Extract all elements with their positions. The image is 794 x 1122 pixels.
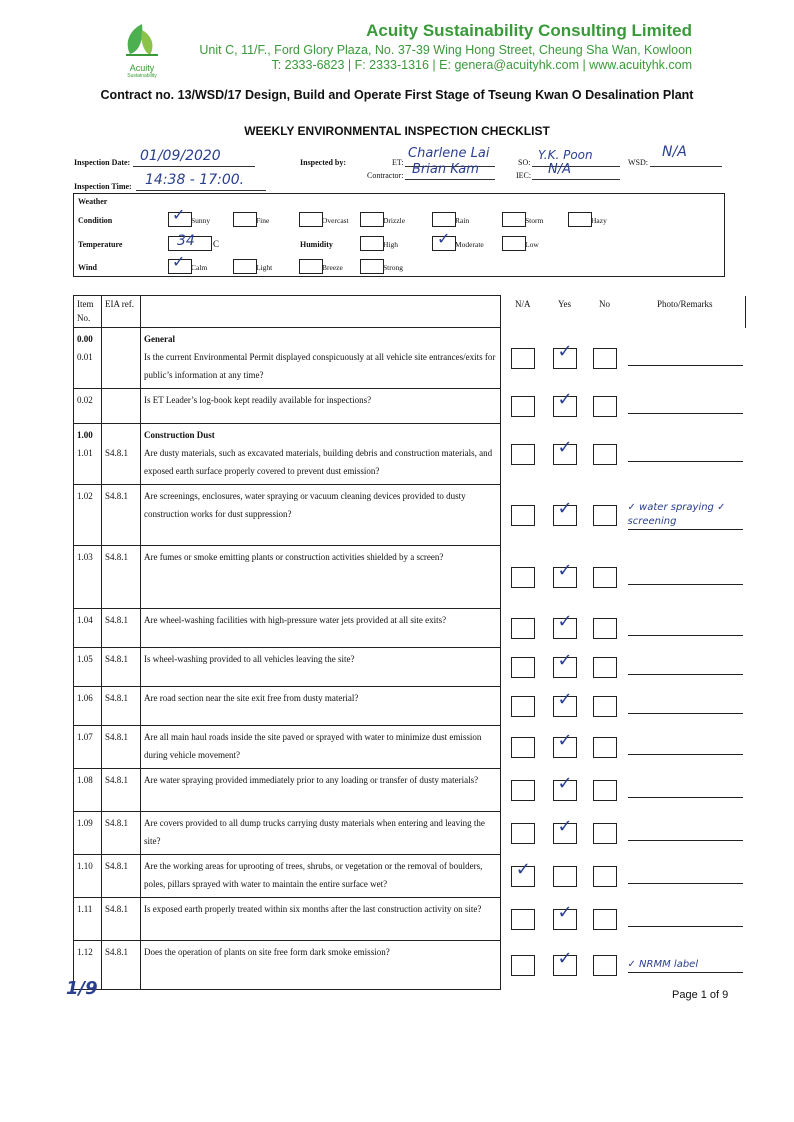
item-description-text: Are water spraying provided immediately prior to any loading or transfer of dusty materials? (144, 775, 479, 785)
section-number: 0.00 (77, 334, 93, 344)
checkbox-na[interactable] (511, 505, 535, 526)
cell-no (585, 941, 625, 990)
item-number (74, 609, 102, 648)
checkbox-yes[interactable] (553, 559, 577, 588)
item-description-text: Are fumes or smoke emitting plants or construction activities shielded by a screen? (144, 552, 444, 562)
humidity-moderate-checkbox[interactable]: ✓ (432, 236, 456, 251)
cell-no (585, 485, 625, 546)
item-number (74, 726, 102, 769)
remarks-cell (625, 648, 746, 687)
table-row (74, 898, 746, 941)
remark-line (628, 529, 743, 530)
condition-fine-checkbox[interactable] (233, 212, 257, 227)
company-contact: T: 2333-6823 | F: 2333-1316 | E: genera@acuityhk.com | www.acuityhk.com (271, 58, 692, 72)
checkbox-na[interactable] (511, 348, 535, 369)
condition-drizzle-checkbox[interactable] (360, 212, 384, 227)
humidity-low-checkbox[interactable] (502, 236, 526, 251)
eia-ref (102, 609, 141, 648)
logo-text: Acuity (129, 63, 155, 73)
table-row (74, 769, 746, 812)
iec-field (532, 167, 620, 180)
condition-storm-checkbox[interactable] (502, 212, 526, 227)
section-number: 1.00 (77, 430, 93, 440)
cell-yes (545, 424, 585, 485)
cell-no (585, 328, 625, 389)
checkbox-na[interactable] (511, 737, 535, 758)
section-title: Construction Dust (144, 430, 215, 440)
item-description (141, 687, 501, 726)
item-number-text: 1.04 (77, 615, 93, 625)
item-number (74, 898, 102, 941)
item-number (74, 424, 102, 485)
check-mark-icon: ✓ (557, 815, 573, 837)
checklist-title: WEEKLY ENVIRONMENTAL INSPECTION CHECKLIST (244, 124, 550, 138)
item-description (141, 726, 501, 769)
checkbox-no[interactable] (593, 348, 617, 369)
table-row (74, 485, 746, 546)
cell-yes (545, 726, 585, 769)
condition-overcast-label: Overcast (322, 216, 349, 225)
cell-no (585, 609, 625, 648)
checkbox-no[interactable] (593, 567, 617, 588)
inspection-time-value: 14:38 - 17:00. (145, 172, 245, 188)
checkbox-no[interactable] (593, 909, 617, 930)
cell-no (585, 726, 625, 769)
table-row (74, 941, 746, 990)
check-mark-icon: ✓ (557, 610, 573, 632)
company-name: Acuity Sustainability Consulting Limited (366, 21, 692, 40)
condition-hazy-checkbox[interactable] (568, 212, 592, 227)
wind-calm-checkbox[interactable]: ✓ (168, 259, 192, 274)
remark-line[interactable] (628, 883, 743, 884)
cell-no (585, 389, 625, 424)
cell-no (585, 769, 625, 812)
cell-yes (545, 389, 585, 424)
condition-rain-checkbox[interactable] (432, 212, 456, 227)
cell-no (585, 648, 625, 687)
cell-no (585, 855, 625, 898)
eia-ref-text: S4.8.1 (105, 448, 129, 458)
table-row (74, 812, 746, 855)
remarks-cell (625, 898, 746, 941)
remarks-cell (625, 941, 746, 990)
wind-strong-checkbox[interactable] (360, 259, 384, 274)
item-description (141, 609, 501, 648)
check-mark-icon: ✓ (557, 340, 573, 362)
table-row (74, 424, 746, 485)
item-number (74, 648, 102, 687)
remark-line[interactable] (628, 754, 743, 755)
item-number (74, 328, 102, 389)
wind-label: Wind (78, 263, 97, 272)
remarks-cell (625, 485, 746, 546)
item-description (141, 328, 501, 389)
cell-na (501, 898, 545, 941)
remark-line (628, 972, 743, 973)
inspection-time-label: Inspection Time: (74, 182, 132, 191)
eia-ref-text: S4.8.1 (105, 654, 129, 664)
remarks-cell (625, 424, 746, 485)
item-description-text: Is ET Leader’s log-book kept readily available for inspections? (144, 395, 372, 405)
header-yes: Yes (557, 298, 572, 309)
checkbox-yes[interactable] (553, 729, 577, 758)
checkbox-yes[interactable] (553, 688, 577, 717)
item-description (141, 855, 501, 898)
item-description (141, 941, 501, 990)
condition-sunny-label: Sunny (191, 216, 211, 225)
checkbox-yes[interactable] (553, 815, 577, 844)
wind-breeze-label: Breeze (322, 263, 343, 272)
remarks-cell (625, 546, 746, 609)
cell-yes (545, 328, 585, 389)
item-description (141, 546, 501, 609)
wind-strong-label: Strong (383, 263, 404, 272)
remark-text: ✓ NRMM label (627, 958, 699, 970)
eia-ref (102, 424, 141, 485)
wsd-value: N/A (662, 144, 687, 160)
eia-ref-text: S4.8.1 (105, 693, 129, 703)
item-number-text: 1.11 (77, 904, 93, 914)
cell-na (501, 726, 545, 769)
condition-hazy-label: Hazy (591, 216, 607, 225)
item-description (141, 424, 501, 485)
eia-ref (102, 769, 141, 812)
remark-line[interactable] (628, 840, 743, 841)
check-mark-icon: ✓ (557, 497, 573, 519)
temperature-value: 34 (177, 233, 195, 249)
eia-ref-text: S4.8.1 (105, 904, 129, 914)
eia-ref-text: S4.8.1 (105, 552, 129, 562)
cell-no (585, 898, 625, 941)
table-row (74, 687, 746, 726)
eia-ref-text: S4.8.1 (105, 732, 129, 742)
checkbox-no[interactable] (593, 618, 617, 639)
item-number-text: 1.03 (77, 552, 93, 562)
wsd-label: WSD: (628, 158, 648, 167)
item-number-text: 1.09 (77, 818, 93, 828)
check-mark-icon: ✓ (557, 947, 573, 969)
checkbox-no[interactable] (593, 823, 617, 844)
header-no: No (599, 298, 610, 309)
header-eia-ref: EIA ref. (102, 296, 141, 328)
eia-ref-text: S4.8.1 (105, 818, 129, 828)
remarks-cell (625, 609, 746, 648)
checkbox-na[interactable] (511, 696, 535, 717)
eia-ref (102, 898, 141, 941)
contractor-label: Contractor: (367, 171, 404, 180)
condition-storm-label: Storm (525, 216, 544, 225)
checkbox-no[interactable] (593, 780, 617, 801)
checkbox-yes[interactable] (553, 497, 577, 526)
table-row (74, 855, 746, 898)
checkbox-no[interactable] (593, 657, 617, 678)
et-label: ET: (392, 158, 404, 167)
table-row (74, 389, 746, 424)
item-number-text: 1.08 (77, 775, 93, 785)
item-number-text: 1.07 (77, 732, 93, 742)
so-value: Y.K. Poon (538, 148, 593, 162)
cell-na (501, 424, 545, 485)
eia-ref-text: S4.8.1 (105, 615, 129, 625)
cell-no (585, 424, 625, 485)
et-value: Charlene Lai (408, 146, 490, 161)
remarks-cell (625, 328, 746, 389)
cell-no (585, 812, 625, 855)
item-number (74, 389, 102, 424)
eia-ref-text: S4.8.1 (105, 491, 129, 501)
table-row (74, 726, 746, 769)
eia-ref (102, 726, 141, 769)
remark-line[interactable] (628, 461, 743, 462)
eia-ref (102, 328, 141, 389)
item-description (141, 898, 501, 941)
check-mark-icon: ✓ (557, 388, 573, 410)
condition-sunny-checkbox[interactable]: ✓ (168, 212, 192, 227)
condition-drizzle-label: Drizzle (383, 216, 406, 225)
checklist-table (73, 295, 746, 990)
checkbox-yes[interactable] (553, 866, 577, 887)
item-description (141, 485, 501, 546)
remarks-cell (625, 769, 746, 812)
logo-subtext: Sustainability (127, 73, 157, 79)
remark-line[interactable] (628, 365, 743, 366)
checkbox-yes[interactable] (553, 947, 577, 976)
eia-ref (102, 648, 141, 687)
remark-line[interactable] (628, 713, 743, 714)
check-mark-icon: ✓ (557, 649, 573, 671)
remarks-cell (625, 389, 746, 424)
condition-fine-label: Fine (256, 216, 270, 225)
page-number: Page 1 of 9 (672, 989, 729, 1001)
condition-rain-label: Rain (455, 216, 470, 225)
inspection-date-label: Inspection Date: (74, 158, 131, 167)
cell-na (501, 941, 545, 990)
item-number-text: 1.01 (77, 448, 93, 458)
check-mark-icon: ✓ (557, 729, 573, 751)
wind-calm-label: Calm (191, 263, 208, 272)
so-label: SO: (518, 158, 531, 167)
table-row (74, 546, 746, 609)
checkbox-na[interactable] (511, 780, 535, 801)
eia-ref (102, 546, 141, 609)
item-number-text: 0.01 (77, 352, 93, 362)
cell-yes (545, 648, 585, 687)
humidity-high-label: High (383, 240, 398, 249)
cell-na (501, 546, 545, 609)
iec-label: IEC: (516, 171, 532, 180)
item-description-text: Are the working areas for uprooting of trees, shrubs, or vegetation or the removal of boulders, poles, pillars sprayed with water to maintain the entire surface wet? (144, 861, 483, 889)
checkbox-no[interactable] (593, 737, 617, 758)
cell-na (501, 855, 545, 898)
temperature-label: Temperature (78, 240, 123, 249)
cell-na (501, 648, 545, 687)
check-mark-icon: ✓ (557, 436, 573, 458)
item-number (74, 687, 102, 726)
cell-yes (545, 687, 585, 726)
checkbox-yes[interactable] (553, 901, 577, 930)
item-number (74, 485, 102, 546)
checkbox-na[interactable] (511, 858, 535, 887)
cell-yes (545, 855, 585, 898)
cell-yes (545, 485, 585, 546)
checkbox-yes[interactable] (553, 388, 577, 417)
iec-value: N/A (548, 162, 571, 177)
temperature-field[interactable] (168, 233, 212, 251)
inspected-by-label: Inspected by: (300, 158, 347, 167)
cell-na (501, 485, 545, 546)
item-number (74, 546, 102, 609)
wind-light-label: Light (256, 263, 273, 272)
checkbox-yes[interactable] (553, 436, 577, 465)
weather-label: Weather (78, 197, 108, 206)
checkbox-na[interactable] (511, 567, 535, 588)
cell-yes (545, 941, 585, 990)
eia-ref (102, 687, 141, 726)
remark-line[interactable] (628, 797, 743, 798)
cell-yes (545, 609, 585, 648)
cell-no (585, 546, 625, 609)
check-mark-icon: ✓ (557, 559, 573, 581)
checkbox-na[interactable] (511, 909, 535, 930)
header-description (141, 296, 501, 328)
checkbox-yes[interactable] (553, 340, 577, 369)
remarks-cell (625, 687, 746, 726)
cell-yes (545, 769, 585, 812)
remark-line[interactable] (628, 674, 743, 675)
item-description-text: Is exposed earth properly treated within six months after the last construction activity on site? (144, 904, 482, 914)
checkbox-yes[interactable] (553, 772, 577, 801)
header-remarks: Photo/Remarks (625, 296, 746, 328)
wind-light-checkbox[interactable] (233, 259, 257, 274)
checkbox-na[interactable] (511, 618, 535, 639)
item-number (74, 855, 102, 898)
item-description-text: Are road section near the site exit free from dusty material? (144, 693, 359, 703)
condition-label: Condition (78, 216, 113, 225)
table-row (74, 648, 746, 687)
item-description-text: Are dusty materials, such as excavated materials, building debris and construction materials, and exposed earth surface properly covered to prevent dust emission? (144, 448, 493, 476)
temperature-unit: C (213, 239, 220, 249)
humidity-high-checkbox[interactable] (360, 236, 384, 251)
header-item-no: Item No. (74, 296, 102, 328)
cell-yes (545, 546, 585, 609)
checkbox-no[interactable] (593, 505, 617, 526)
eia-ref (102, 812, 141, 855)
cell-no (585, 687, 625, 726)
company-address: Unit C, 11/F., Ford Glory Plaza, No. 37-39 Wing Hong Street, Cheung Sha Wan, Kowloon (199, 43, 692, 57)
checkbox-na[interactable] (511, 444, 535, 465)
remark-line[interactable] (628, 413, 743, 414)
item-description-text: Are covers provided to all dump trucks carrying dusty materials when entering and leaving the site? (144, 818, 485, 846)
checkbox-yes[interactable] (553, 649, 577, 678)
wind-breeze-checkbox[interactable] (299, 259, 323, 274)
item-description-text: Are all main haul roads inside the site paved or sprayed with water to minimize dust emission during vehicle movement? (144, 732, 482, 760)
item-description-text: Are wheel-washing facilities with high-pressure water jets provided at all site exits? (144, 615, 447, 625)
item-number (74, 812, 102, 855)
table-row (74, 328, 746, 389)
item-number-text: 1.02 (77, 491, 93, 501)
contractor-value: Brian Kam (412, 162, 479, 177)
item-description-text: Is the current Environmental Permit displayed conspicuously at all vehicle site entrances/exits for public’s information at any time? (144, 352, 496, 380)
cell-na (501, 769, 545, 812)
check-mark-icon: ✓ (557, 901, 573, 923)
cell-na (501, 609, 545, 648)
eia-ref-text: S4.8.1 (105, 775, 129, 785)
remarks-cell (625, 812, 746, 855)
condition-overcast-checkbox[interactable] (299, 212, 323, 227)
remark-line[interactable] (628, 635, 743, 636)
checkbox-na[interactable] (511, 657, 535, 678)
eia-ref (102, 855, 141, 898)
remark-line[interactable] (628, 926, 743, 927)
remarks-cell (625, 726, 746, 769)
checkbox-no[interactable] (593, 696, 617, 717)
item-number-text: 1.12 (77, 947, 93, 957)
checkbox-no[interactable] (593, 444, 617, 465)
checkbox-na[interactable] (511, 823, 535, 844)
eia-ref-text: S4.8.1 (105, 861, 129, 871)
checkbox-no[interactable] (593, 396, 617, 417)
item-number (74, 769, 102, 812)
item-description-text: Is wheel-washing provided to all vehicles leaving the site? (144, 654, 355, 664)
eia-ref-text: S4.8.1 (105, 947, 129, 957)
item-description (141, 769, 501, 812)
humidity-label: Humidity (300, 240, 333, 249)
checkbox-na[interactable] (511, 396, 535, 417)
item-number-text: 1.06 (77, 693, 93, 703)
checkbox-no[interactable] (593, 866, 617, 887)
item-number-text: 1.05 (77, 654, 93, 664)
remarks-cell (625, 855, 746, 898)
remark-text: ✓ water spraying ✓ screening (627, 501, 726, 527)
contract-title: Contract no. 13/WSD/17 Design, Build and Operate First Stage of Tseung Kwan O Desalination Plant (100, 88, 694, 102)
cell-yes (545, 812, 585, 855)
handwritten-page-number: 1/9 (66, 978, 98, 999)
item-description (141, 648, 501, 687)
cell-na (501, 687, 545, 726)
item-description-text: Does the operation of plants on site free form dark smoke emission? (144, 947, 390, 957)
cell-na (501, 812, 545, 855)
section-title: General (144, 334, 175, 344)
item-description (141, 812, 501, 855)
humidity-low-label: Low (525, 240, 539, 249)
cell-yes (545, 898, 585, 941)
item-description (141, 389, 501, 424)
checkbox-yes[interactable] (553, 610, 577, 639)
humidity-moderate-label: Moderate (455, 240, 484, 249)
check-mark-icon: ✓ (515, 858, 531, 880)
remark-line[interactable] (628, 584, 743, 585)
checkbox-no[interactable] (593, 955, 617, 976)
item-number-text: 0.02 (77, 395, 93, 405)
cell-na (501, 328, 545, 389)
cell-na (501, 389, 545, 424)
item-number-text: 1.10 (77, 861, 93, 871)
eia-ref (102, 389, 141, 424)
eia-ref (102, 941, 141, 990)
header-na: N/A (515, 298, 531, 309)
inspection-date-value: 01/09/2020 (140, 148, 221, 164)
item-description-text: Are screenings, enclosures, water spraying or vacuum cleaning devices provided to dusty construction works for dust suppression? (144, 491, 466, 519)
checkbox-na[interactable] (511, 955, 535, 976)
table-row (74, 609, 746, 648)
table-header-row (74, 296, 746, 328)
check-mark-icon: ✓ (557, 772, 573, 794)
check-mark-icon: ✓ (557, 688, 573, 710)
eia-ref (102, 485, 141, 546)
